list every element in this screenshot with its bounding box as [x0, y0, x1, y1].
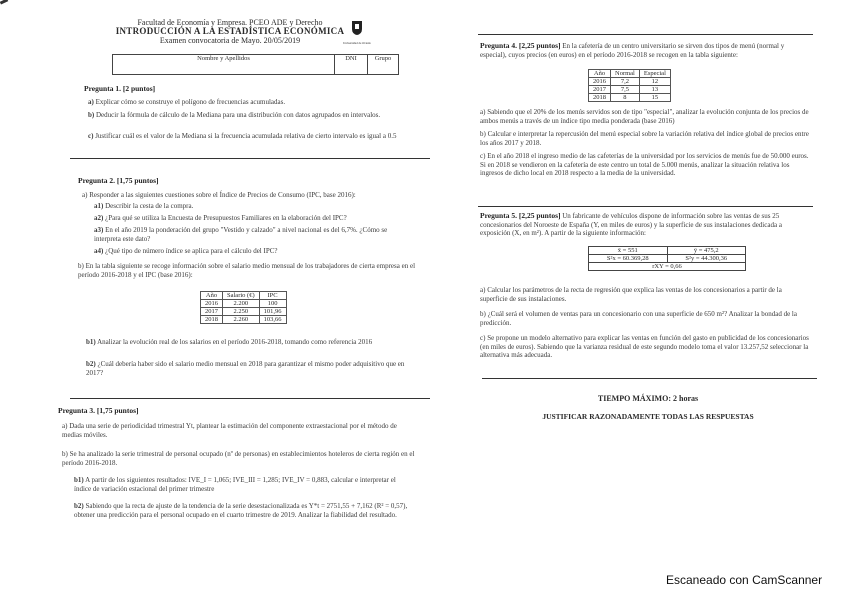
table-row [589, 94, 671, 102]
divider-2 [70, 398, 430, 399]
q5-a: a) Calcular los parámetros de la recta de regresión que explica las ventas de los concesionarios a partir de la superficie de sus instalaciones. [480, 286, 782, 303]
question-2-title: Pregunta 2. [1,75 puntos] [78, 176, 159, 185]
top-divider [478, 34, 813, 35]
stat-var-y: S²y = 44.300,36 [685, 255, 728, 262]
table-cell: 15 [639, 94, 670, 102]
table-header: Año [201, 292, 223, 300]
table-cell: 2016 [589, 78, 611, 86]
table-cell: 103,66 [259, 316, 286, 324]
q1-item-c: c) Justificar cuál es el valor de la Mediana si la frecuencia acumulada relativa de cierto intervalo es igual a 0.5 [88, 132, 397, 140]
question-1-title: Pregunta 1. [2 puntos] [84, 84, 156, 93]
question-3-title: Pregunta 3. [1,75 puntos] [58, 406, 139, 415]
q4-b: b) Calcular e interpretar la repercusión del menú especial sobre la variación relativa del índice global de precios entre los años 2017 y 2018. [480, 130, 809, 147]
table-cell: 2018 [201, 316, 223, 324]
q4-c: c) En el año 2018 el ingreso medio de las cafeterías de la universidad por los servicios de menús fue de 50.000 euros. Si en 2018 se vendieron en la cafetería de este centro un total de 5.000 menús, analizar la situación relativa los ingresos de dicho local en 2018 respecto a la media de la universidad. [480, 152, 809, 177]
q2-a3: a3) En el año 2019 la ponderación del grupo "Vestido y calzado" a nivel nacional es del 6,7%. ¿Cómo se interpreta este dato? [94, 226, 388, 243]
q5-b: b) ¿Cuál será el volumen de ventas para un concesionario con una superficie de 650 m²? Analizar la bondad de la predicción. [480, 310, 797, 327]
divider-4 [482, 378, 817, 379]
logo-caption: Universidad de Oviedo [343, 41, 371, 45]
q4-a: a) Sabiendo que el 20% de los menús servidos son de tipo "especial", analizar la evolución conjunta de los precios de ambos menús a través de un índice tipo media ponderada (base 2016) [480, 108, 809, 125]
q2-b-intro: b) En la tabla siguiente se recoge información sobre el salario medio mensual de los trabajadores de cierta empresa en el período 2016-2018 y el IPC (base 2016): [78, 262, 416, 279]
q2-b2: b2) ¿Cuál debería haber sido el salario medio mensual en 2018 para garantizar el mismo poder adquisitivo que en 2017? [86, 360, 405, 377]
exam-date: Examen convocatoria de Mayo. 20/05/2019 [159, 36, 301, 45]
salary-table [200, 291, 287, 324]
table-header-row [201, 292, 287, 300]
name-field[interactable]: Nombre y Apellidos [113, 55, 335, 74]
table-row [201, 300, 287, 308]
question-4-title: Pregunta 4. [2,25 puntos] [480, 41, 561, 50]
right-page [478, 34, 833, 454]
table-header-row [589, 70, 671, 78]
q4-intro: Pregunta 4. [2,25 puntos] En la cafetería de un centro universitario se sirven dos tipos de menú (normal y especial), cuyos precios (en euros) en el período 2016-2018 se recogen en la tabla siguiente: [480, 41, 785, 59]
q2-b1: b1) Analizar la evolución real de los salarios en el período 2016-2018, tomando como referencia 2016 [86, 338, 373, 346]
q3-b1: b1) A partir de los siguientes resultados: IVE_I = 1,065; IVE_III = 1,285; IVE_IV = 0,883, calcular e interpretar el índice de variación estacional del primer trimestre [74, 476, 396, 493]
stat-var-x: S²x = 60.369,28 [589, 255, 668, 262]
q1-item-a: a) Explicar cómo se construye el polígono de frecuencias acumuladas. [88, 98, 286, 106]
table-cell: 2016 [201, 300, 223, 308]
stat-mean-y: ȳ = 475,2 [693, 247, 719, 254]
table-cell: 7,5 [611, 86, 640, 94]
stat-correlation: rXY = 0,66 [652, 263, 682, 270]
scanner-watermark: Escaneado con CamScanner [666, 573, 823, 587]
q3-a: a) Dada una serie de periodicidad trimestral Yt, plantear la estimación del componente extraestacional por el método de medias móviles. [62, 422, 397, 439]
q5-c: c) Se propone un modelo alternativo para explicar las ventas en función del gasto en publicidad de los concesionarios (en miles de euros). Sabiendo que la varianza residual de este segundo modelo toma el valor 13.257,52 seleccionar la alternativa más adecuada. [480, 334, 809, 359]
university-crest-icon [350, 20, 364, 36]
table-row [201, 316, 287, 324]
table-row [201, 308, 287, 316]
course-title: INTRODUCCIÓN A LA ESTADÍSTICA ECONÓMICA [115, 26, 345, 36]
table-header: Normal [611, 70, 640, 78]
divider-3 [478, 206, 813, 207]
q3-b: b) Se ha analizado la serie trimestral de personal ocupado (nº de personas) en establecimientos hoteleros de cierta región en el período 2016-2018. [62, 450, 415, 467]
left-page [58, 18, 430, 558]
q2-a1: a1) Describir la cesta de la compra. [94, 202, 194, 210]
table-row [589, 78, 671, 86]
divider-1 [70, 158, 430, 159]
scan-corner-mark [0, 0, 8, 5]
table-cell: 2018 [589, 94, 611, 102]
table-cell: 7,2 [611, 78, 640, 86]
table-header: Salario (€) [223, 292, 260, 300]
table-header: Año [589, 70, 611, 78]
table-cell: 2.200 [223, 300, 260, 308]
table-cell: 2017 [589, 86, 611, 94]
q1-item-b: b) Deducir la fórmula de cálculo de la Mediana para una distribución con datos agrupados en intervalos. [88, 111, 381, 119]
table-cell: 2017 [201, 308, 223, 316]
q2-a-intro: a) Responder a las siguientes cuestiones sobre el Índice de Precios de Consumo (IPC, base 2016): [82, 191, 356, 199]
q2-a2: a2) ¿Para qué se utiliza la Encuesta de Presupuestos Familiares en la elaboración del IPC? [94, 214, 347, 222]
table-row [589, 86, 671, 94]
faculty-line: Facultad de Economía y Empresa. PCEO ADE y Derecho [137, 18, 323, 27]
q3-b2: b2) Sabiendo que la recta de ajuste de la tendencia de la serie desestacionalizada es Y*t = 2751,55 + 7,162 (R² = 0,57), obtener una predicción para el personal ocupado en el cuarto trimestre de 2019. Analizar la fiabilidad del resultado. [74, 502, 408, 519]
time-limit: TIEMPO MÁXIMO: 2 horas [597, 394, 699, 403]
table-cell: 8 [611, 94, 640, 102]
table-cell: 2.250 [223, 308, 260, 316]
question-5-title: Pregunta 5. [2,25 puntos] [480, 211, 561, 220]
university-logo [342, 20, 372, 48]
regression-stats-box [588, 246, 746, 271]
q2-a4: a4) ¿Qué tipo de número índice se aplica para el cálculo del IPC? [94, 247, 278, 255]
table-cell: 2.260 [223, 316, 260, 324]
table-cell: 13 [639, 86, 670, 94]
justify-note: JUSTIFICAR RAZONADAMENTE TODAS LAS RESPUESTAS [542, 412, 754, 421]
table-header: Especial [639, 70, 670, 78]
table-cell: 101,96 [259, 308, 286, 316]
group-field[interactable]: Grupo [374, 55, 392, 62]
menu-price-table [588, 69, 671, 102]
table-cell: 100 [259, 300, 286, 308]
dni-field[interactable]: DNI [335, 55, 368, 74]
table-cell: 12 [639, 78, 670, 86]
exam-header [110, 18, 350, 45]
q5-intro: Pregunta 5. [2,25 puntos] Un fabricante de vehículos dispone de información sobre las ventas de sus 25 concesionarios del Noroeste de España (Y, en miles de euros) y la superficie de sus instalaciones dedicada a exposición (X, en m²). A partir de la siguiente información: [480, 211, 782, 237]
stat-mean-x: x̄ = 551 [589, 247, 668, 254]
student-info-box [112, 54, 399, 75]
table-header: IPC [259, 292, 286, 300]
